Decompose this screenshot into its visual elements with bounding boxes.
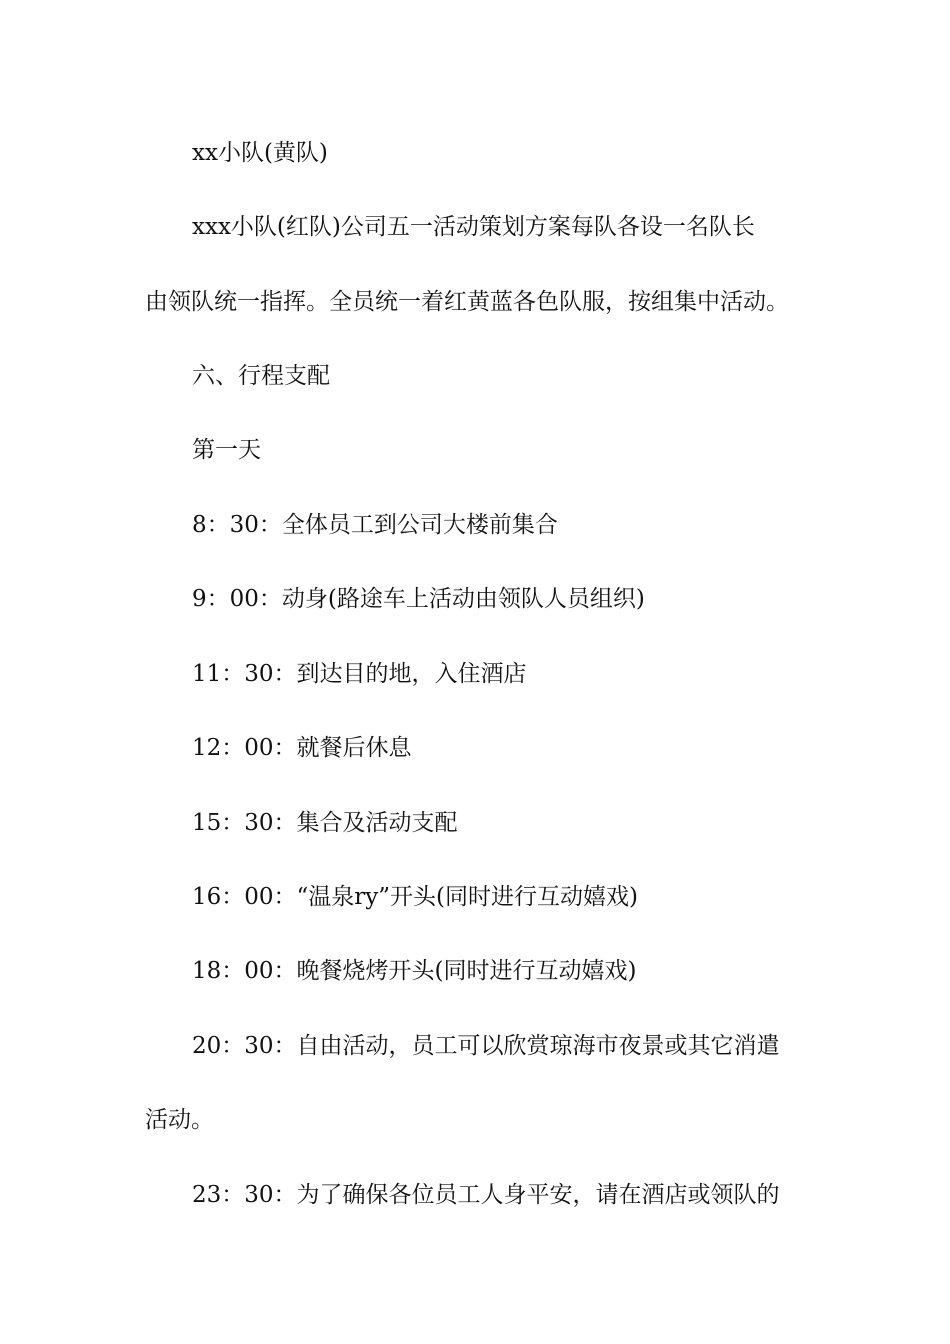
schedule-item: 9：00：动身(路途车上活动由领队人员组织) [192, 586, 645, 612]
schedule-item: 15：30：集合及活动支配 [192, 810, 458, 836]
paragraph-line-3: 由领队统一指挥。全员统一着红黄蓝各色队服，按组集中活动。 [145, 289, 789, 315]
paragraph-line-2: xxx小队(红队)公司五一活动策划方案每队各设一名队长 [192, 214, 755, 240]
schedule-item: 16：00：“温泉ry”开头(同时进行互动嬉戏) [192, 884, 638, 910]
schedule-item-continuation: 活动。 [145, 1107, 214, 1133]
schedule-item: 8：30：全体员工到公司大楼前集合 [192, 512, 558, 538]
schedule-item: 12：00：就餐后休息 [192, 735, 412, 761]
schedule-item: 20：30：自由活动，员工可以欣赏琼海市夜景或其它消遣 [192, 1033, 780, 1059]
paragraph-line-1: xx小队(黄队) [192, 140, 328, 166]
schedule-item: 18：00：晚餐烧烤开头(同时进行互动嬉戏) [192, 958, 637, 984]
day-heading: 第一天 [192, 437, 261, 463]
schedule-item: 11：30：到达目的地，入住酒店 [192, 661, 527, 687]
section-heading: 六、行程支配 [192, 363, 330, 389]
schedule-item: 23：30：为了确保各位员工人身平安，请在酒店或领队的 [192, 1182, 780, 1208]
